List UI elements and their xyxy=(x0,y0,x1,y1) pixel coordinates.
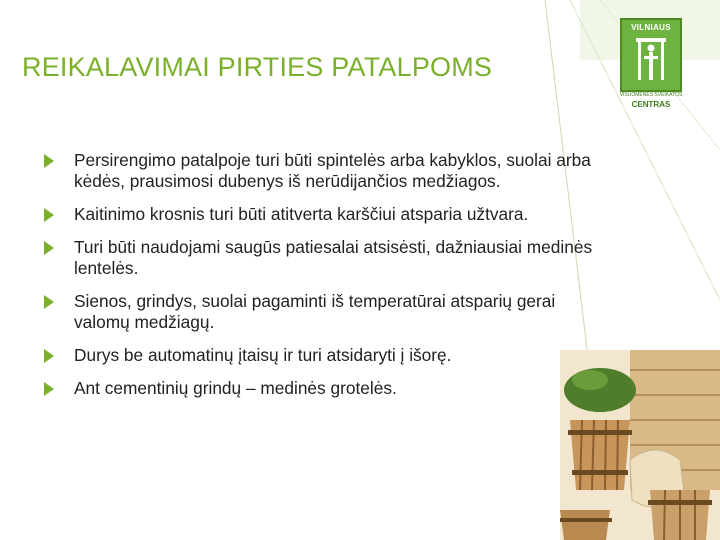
bullet-text: Ant cementinių grindų – medinės grotelės. xyxy=(74,378,397,398)
bullet-text: Sienos, grindys, suolai pagaminti iš temperatūrai atsparių gerai valomų medžiagų. xyxy=(74,291,556,332)
arrow-bullet-icon xyxy=(44,382,54,396)
figure-icon xyxy=(634,34,668,84)
list-item xyxy=(44,237,604,279)
list-item xyxy=(44,150,604,192)
bullet-text: Persirengimo patalpoje turi būti spintelės arba kabyklos, suolai arba kėdės, prausimosi dubenys iš nerūdijančios medžiagos. xyxy=(74,150,591,191)
list-item xyxy=(44,291,604,333)
list-item xyxy=(44,204,604,225)
logo-bottom-text: CENTRAS xyxy=(631,100,671,109)
bullet-text: Kaitinimo krosnis turi būti atitverta karščiui atsparia užtvara. xyxy=(74,204,529,224)
arrow-bullet-icon xyxy=(44,208,54,222)
logo-sub-text: VISUOMENĖS SVEIKATOS xyxy=(619,92,683,98)
bullet-text: Durys be automatinų įtaisų ir turi atsidaryti į išorę. xyxy=(74,345,452,365)
sauna-accessories-image xyxy=(560,350,720,540)
arrow-bullet-icon xyxy=(44,349,54,363)
list-item xyxy=(44,378,604,399)
slide-title: REIKALAVIMAI PIRTIES PATALPOMS xyxy=(22,52,493,82)
logo-top-text: VILNIAUS xyxy=(631,23,671,32)
bullet-text: Turi būti naudojami saugūs patiesalai atsisėsti, dažniausiai medinės lentelės. xyxy=(74,237,593,278)
logo-box xyxy=(620,18,682,92)
arrow-bullet-icon xyxy=(44,154,54,168)
bullet-list xyxy=(44,150,604,411)
vilnius-health-center-logo xyxy=(610,18,692,109)
arrow-bullet-icon xyxy=(44,241,54,255)
list-item xyxy=(44,345,604,366)
arrow-bullet-icon xyxy=(44,295,54,309)
